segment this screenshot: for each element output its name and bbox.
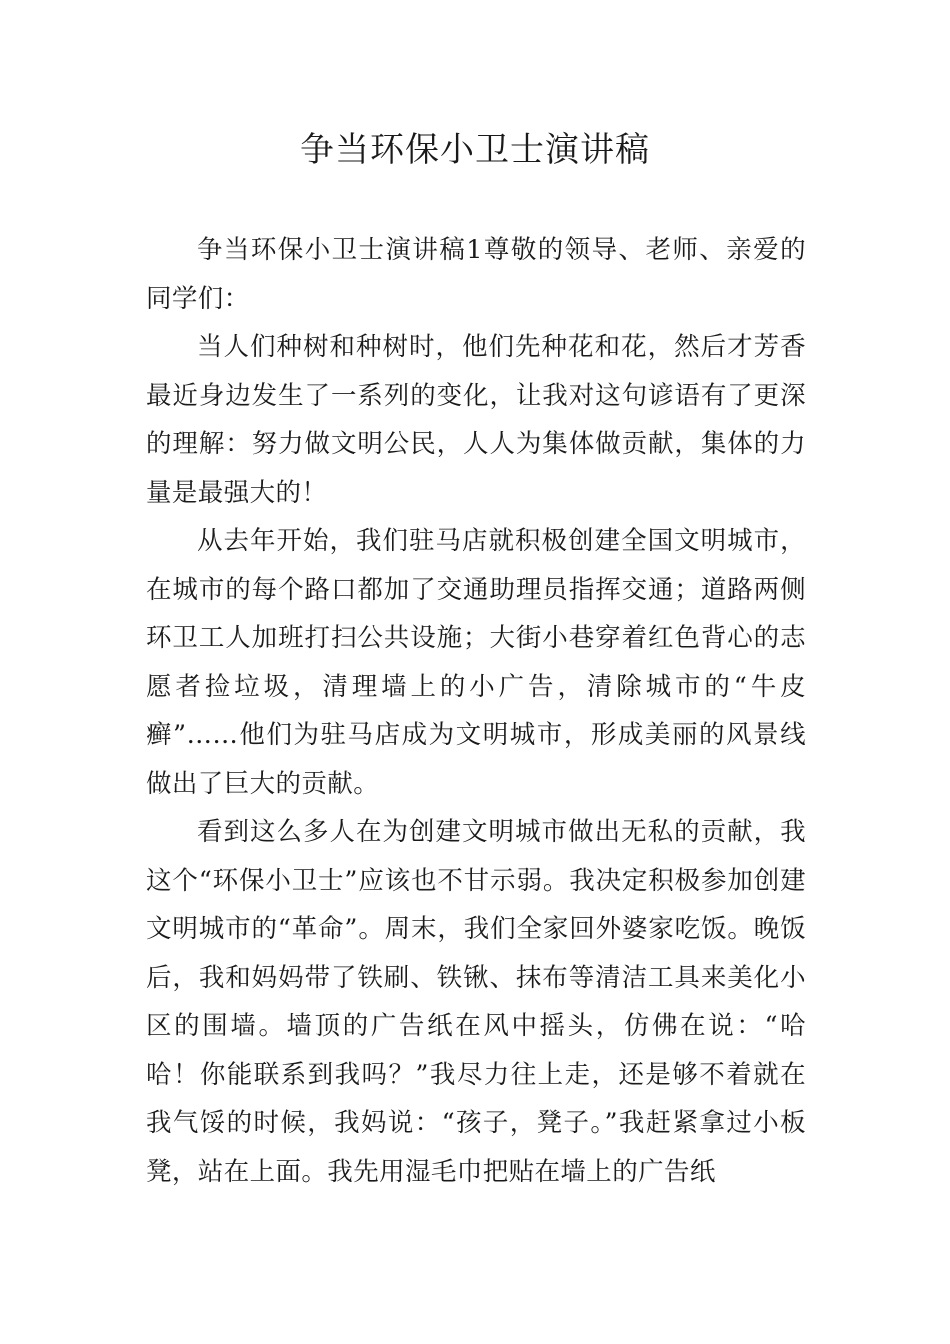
paragraph-4: 看到这么多人在为创建文明城市做出无私的贡献，我这个“环保小卫士”应该也不甘示弱。我决定积极参加创建文明城市的“革命”。周末，我们全家回外婆家吃饭。晚饭后，我和妈妈带了铁刷、铁锹、抹布等清洁工具来美化小区的围墙。墙顶的广告纸在风中摇头，仿佛在说：“哈哈！你能联系到我吗？”我尽力往上走，还是够不着就在我气馁的时候，我妈说：“孩子，凳子。”我赶紧拿过小板凳，站在上面。我先用湿毛巾把贴在墙上的广告纸 (146, 817, 806, 1187)
paragraph-3: 从去年开始，我们驻马店就积极创建全国文明城市，在城市的每个路口都加了交通助理员指挥交通；道路两侧环卫工人加班打扫公共设施；大街小巷穿着红色背心的志愿者捡垃圾，清理墙上的小广告，清除城市的“牛皮癣”……他们为驻马店成为文明城市，形成美丽的风景线做出了巨大的贡献。 (146, 526, 806, 799)
document-title: 争当环保小卫士演讲稿 (300, 130, 650, 170)
paragraph-1: 争当环保小卫士演讲稿1尊敬的领导、老师、亲爱的同学们： (146, 235, 806, 314)
document-body (146, 226, 806, 1196)
paragraph-2: 当人们种树和种树时，他们先种花和花，然后才芳香最近身边发生了一系列的变化，让我对这句谚语有了更深的理解：努力做文明公民，人人为集体做贡献，集体的力量是最强大的！ (146, 332, 806, 508)
